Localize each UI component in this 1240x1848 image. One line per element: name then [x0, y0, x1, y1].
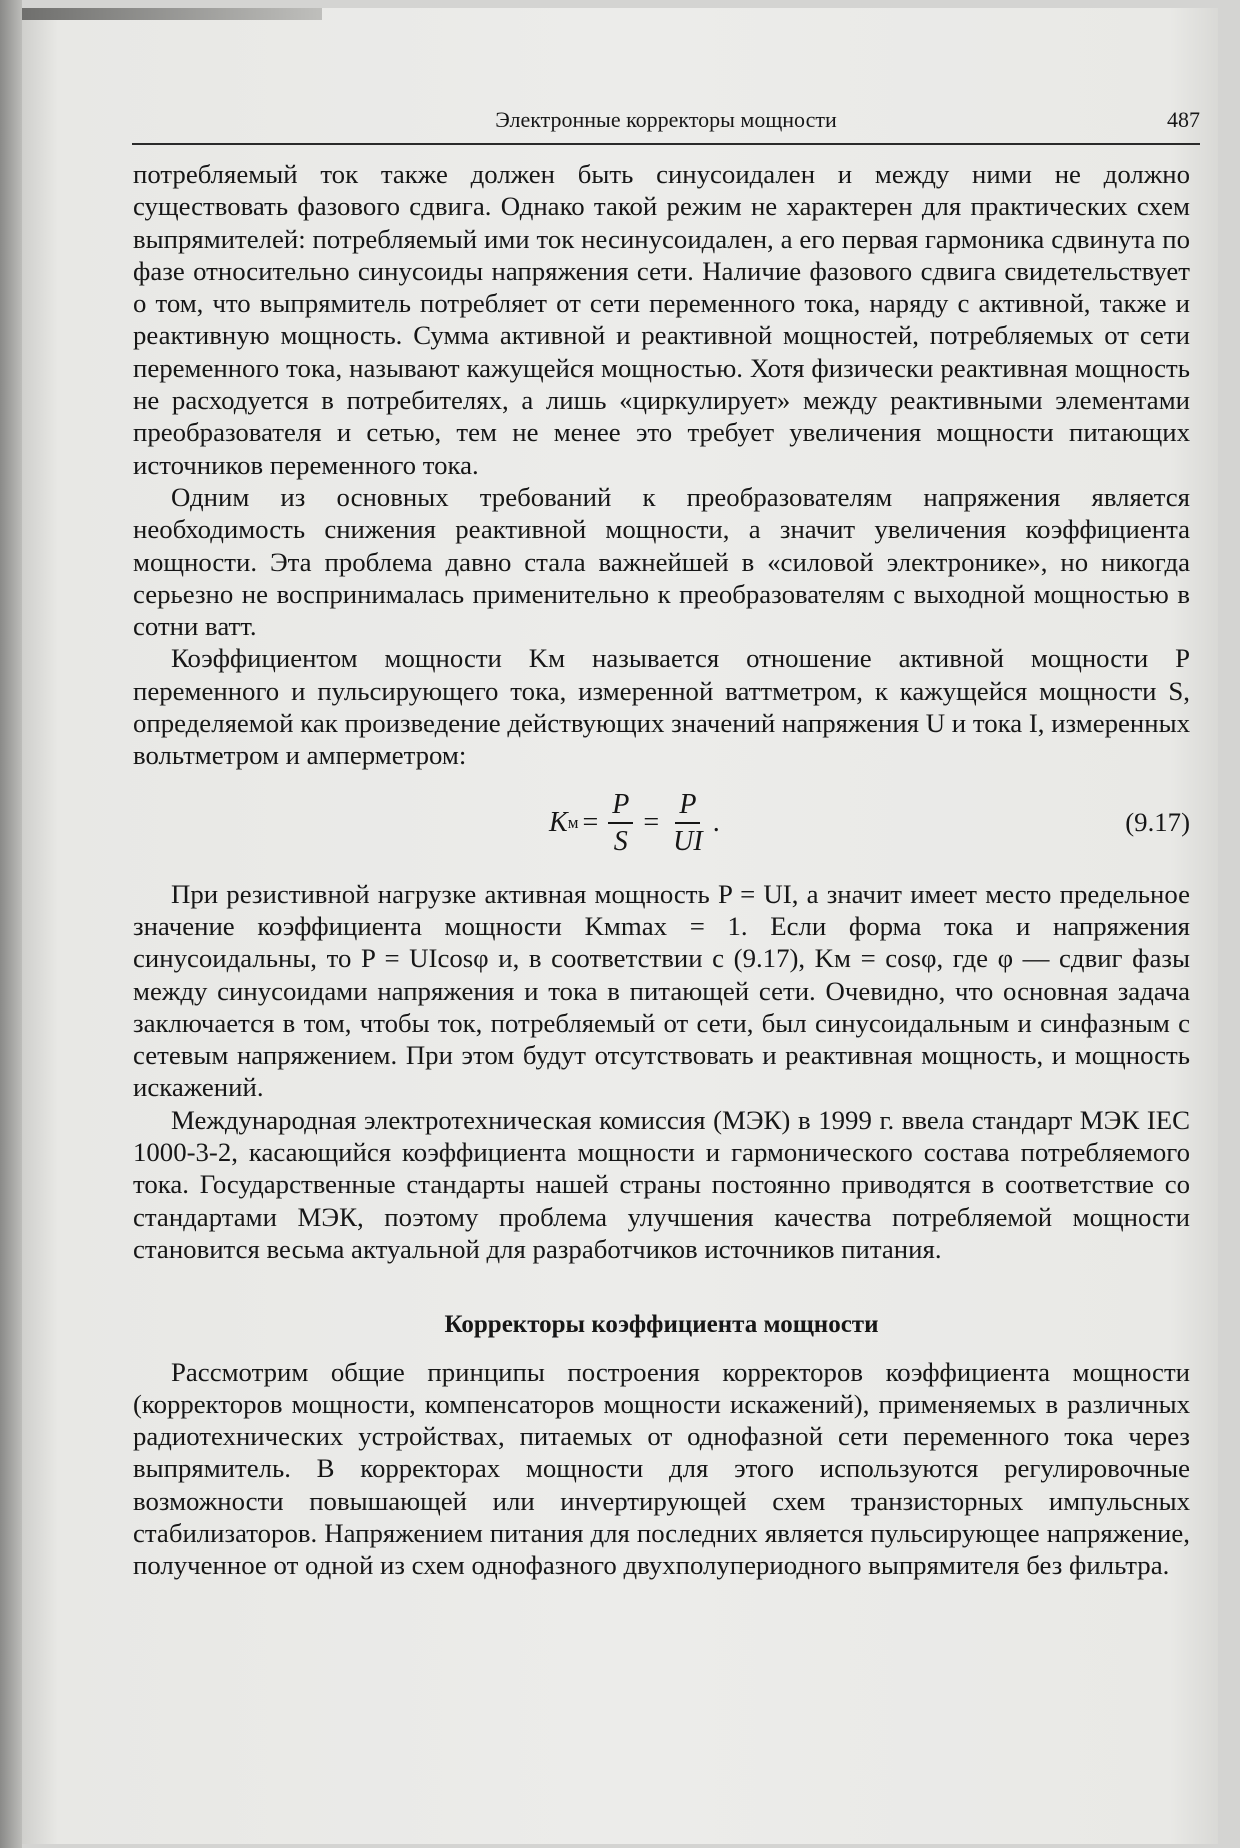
formula-equals-2: = [643, 807, 660, 839]
paragraph-6: Рассмотрим общие принципы построения корректоров коэффициента мощности (корректоров мощности, компенсаторов мощности искажений), применяемых в различных радиотехнических устройствах, питаемых от однофазной сети переменного тока через выпрямитель. В корректорах мощности для этого используются регулировочные возможности повышающей или инvертирующей схем транзисторных импульсных стабилизаторов. Напряжением питания для последних является пульсирующее напряжение, полученное от одной из схем однофазного двухполупериодного выпрямителя без фильтра. [133, 1356, 1190, 1581]
running-header [132, 107, 1200, 145]
fraction-2-numerator: P [675, 788, 700, 824]
fraction-p-over-ui [669, 788, 707, 860]
page-number: 487 [1167, 107, 1200, 132]
formula-period: . [712, 807, 720, 839]
section-heading: Корректоры коэффициента мощности [444, 1311, 879, 1339]
scan-edge [22, 8, 322, 20]
fraction-2-denominator: UI [673, 825, 703, 857]
running-title: Электронные корректоры мощности [495, 107, 837, 132]
formula-lhs-subscript: м [567, 813, 579, 833]
paragraph-1: потребляемый ток также должен быть синусоидален и между ними не должно существовать фазового сдвига. Однако такой режим не характерен для практических схем выпрямителей: потребляемый ими ток несинусоидален, а его первая гармоника сдвинута по фазе относительно синусоиды напряжения сети. Наличие фазового сдвига свидетельствует о том, что выпрямитель потребляет от сети переменного тока, наряду с активной, также и реактивную мощность. Сумма активной и реактивной мощностей, потребляемых от сети переменного тока, называют кажущейся мощностью. Хотя физически реактивная мощность не расходуется в потребителях, а лишь «циркулирует» между реактивными элементами преобразователя и сетью, тем не менее это требует увеличения мощности питающих источников переменного тока. [133, 159, 1190, 480]
book-spine-shadow [0, 0, 22, 1848]
paragraph-3: Коэффициентом мощности Kм называется отношение активной мощности P переменного и пульсирующего тока, измеренной ваттметром, к кажущейся мощности S, определяемой как произведение действующих значений напряжения U и тока I, измеренных вольтметром и амперметром: [133, 643, 1190, 771]
paragraph-2: Одним из основных требований к преобразователям напряжения является необходимость снижения реактивной мощности, а значит увеличения коэффициента мощности. Эта проблема давно стала важнейшей в «силовой электронике», но никогда серьезно не воспринималась применительно к преобразователям с выходной мощностью в сотни ватт. [133, 481, 1190, 642]
equation-9-17 [133, 780, 1190, 872]
fraction-1-denominator: S [613, 825, 628, 857]
paragraph-4: При резистивной нагрузке активная мощность P = UI, а значит имеет место предельное значение коэффициента мощности Kмmax = 1. Если форма тока и напряжения синусоидальны, то P = UIcosφ и, в соответствии с (9.17), Kм = cosφ, где φ — сдвиг фазы между синусоидами напряжения и тока в питающей сети. Очевидно, что основная задача заключается в том, чтобы ток, потребляемый от сети, был синусоидальным и синфазным с сетевым напряжением. При этом будут отсутствовать и реактивная мощность, и мощность искажений. [133, 878, 1190, 1103]
formula-equals-1: = [582, 807, 599, 839]
page-body [133, 158, 1190, 1582]
equation-body [549, 788, 720, 860]
fraction-1-numerator: P [608, 788, 633, 824]
paragraph-5: Международная электротехническая комиссия (МЭК) в 1999 г. ввела стандарт МЭК IEC 1000-3-2, касающийся коэффициента мощности и гармонического состава потребляемого тока. Государственные стандарты нашей страны постоянно приводятся в соответствие со стандартами МЭК, поэтому проблема улучшения качества потребляемой мощности становится весьма актуальной для разработчиков источников питания. [133, 1104, 1190, 1264]
equation-number: (9.17) [1125, 806, 1190, 837]
fraction-p-over-s [608, 788, 633, 860]
formula-lhs: K [549, 807, 568, 839]
